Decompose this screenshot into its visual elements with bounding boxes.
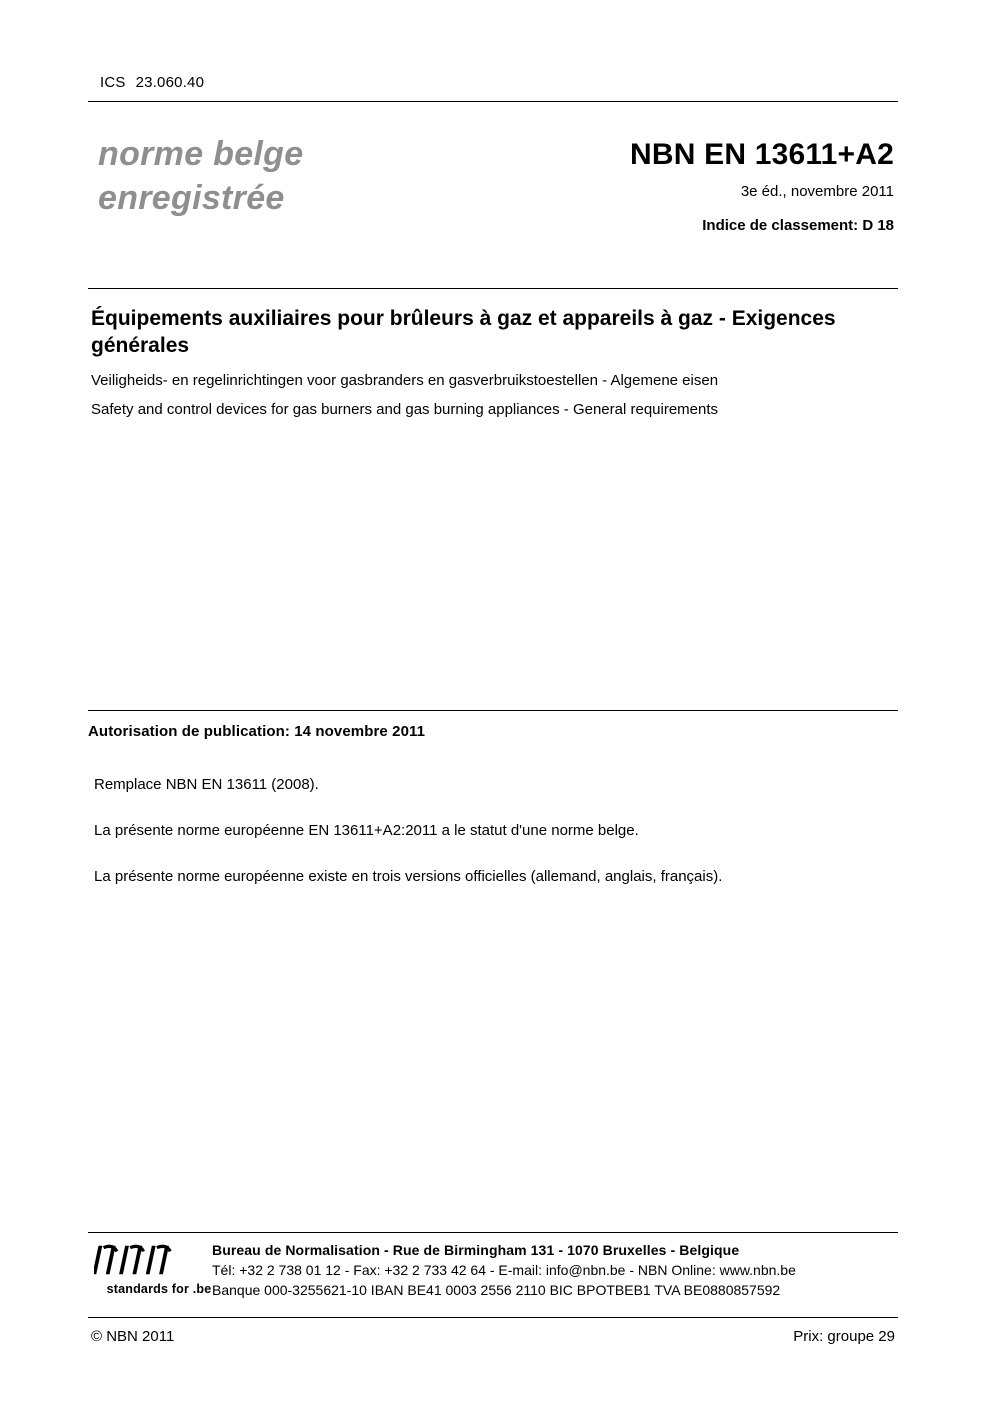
page-content [88,0,898,1403]
note-item: La présente norme européenne existe en trois versions officielles (allemand, anglais, français). [94,868,723,885]
divider-authorization [88,710,898,711]
masthead-line-2: enregistrée [98,179,285,217]
standard-reference-block [630,138,894,236]
price-group: Prix: groupe 29 [793,1328,895,1345]
logo-caption: standards for .be [106,1282,212,1296]
standard-code: NBN EN 13611+A2 [630,138,894,171]
divider-top [88,101,898,102]
standard-edition: 3e éd., novembre 2011 [740,183,894,200]
footer-contact: Tél: +32 2 738 01 12 - Fax: +32 2 733 42 64 - E-mail: info@nbn.be - NBN Online: www.nbn.be [212,1262,796,1278]
divider-middle [88,288,898,289]
note-item: La présente norme européenne EN 13611+A2:2011 a le statut d'une norme belge. [94,822,639,839]
ics-value: 23.060.40 [135,74,205,91]
footer-address: Bureau de Normalisation - Rue de Birmingham 131 - 1070 Bruxelles - Belgique [212,1242,740,1258]
ics-line [100,74,204,91]
ics-label: ICS [100,74,126,91]
copyright-notice: © NBN 2011 [91,1328,175,1345]
divider-bottom [88,1317,898,1318]
masthead-line-1: norme belge [98,135,304,173]
title-dutch: Veiligheids- en regelinrichtingen voor gasbranders en gasverbruikstoestellen - Algemene eisen [91,372,719,389]
footer-contact-block [212,1240,902,1300]
title-french: Équipements auxiliaires pour brûleurs à gaz et appareils à gaz - Exigences générales [91,307,836,357]
publication-notes [94,775,894,913]
nbn-logo [94,1240,224,1296]
footer-bank: Banque 000-3255621-10 IBAN BE41 0003 2556 2110 BIC BPOTBEB1 TVA BE0880857592 [212,1282,781,1298]
masthead-title [98,132,303,220]
title-english: Safety and control devices for gas burners and gas burning appliances - General requirements [91,401,719,418]
classification-index: Indice de classement: D 18 [702,217,894,234]
divider-footer [88,1232,898,1233]
note-item: Remplace NBN EN 13611 (2008). [94,776,319,793]
nbn-logo-icon [94,1240,208,1280]
authorization-line: Autorisation de publication: 14 novembre 2011 [88,723,426,740]
